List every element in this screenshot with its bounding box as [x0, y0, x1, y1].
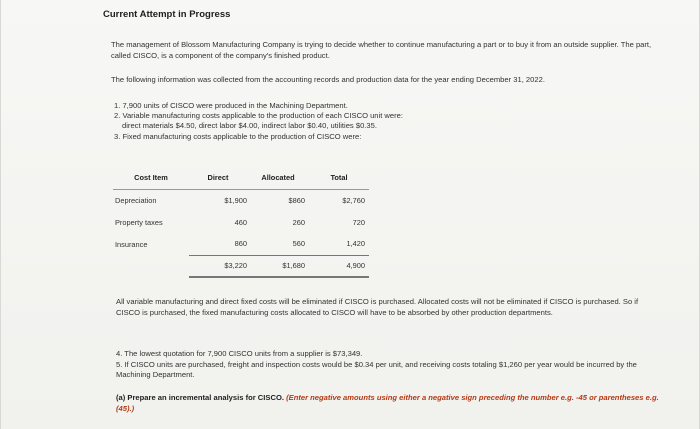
fact-item-3: 3. Fixed manufacturing costs applicable to the production of CISCO were:	[114, 131, 362, 141]
table-total-row	[113, 255, 369, 277]
row-label: Property taxes	[115, 217, 163, 227]
info-paragraph: The following information was collected from the accounting records and production data for the year ending December 31, 2022.	[111, 75, 545, 84]
cell-allocated: 260	[292, 217, 305, 227]
cell-total: 720	[352, 217, 365, 227]
cell-direct: $1,900	[224, 195, 247, 205]
table-header-row	[113, 167, 369, 189]
fact-item-1: 1. 7,900 units of CISCO were produced in the Machining Department.	[114, 101, 348, 110]
cell-direct: 460	[234, 217, 247, 227]
total-allocated: $1,680	[251, 255, 313, 277]
header-direct: Direct	[189, 167, 251, 189]
question-instruction: (Enter negative amounts using either a negative sign preceding the number e.g. -45 or parentheses e.g. (45).)	[116, 393, 659, 413]
table-row	[113, 233, 369, 255]
fact-item-2: 2. Variable manufacturing costs applicable to the production of each CISCO unit were:	[114, 111, 404, 121]
facts-list	[114, 101, 403, 142]
table-row	[113, 189, 369, 211]
page-title: Current Attempt in Progress	[103, 9, 231, 20]
fact-item-2-detail: direct materials $4.50, direct labor $4.00, indirect labor $0.40, utilities $0.35.	[122, 121, 377, 131]
total-direct: $3,220	[189, 255, 251, 277]
elimination-note: All variable manufacturing and direct fixed costs will be eliminated if CISCO is purchased. Allocated costs will not be eliminated if CISCO is purchased. So if CISCO is purchased, the fixed manufacturing costs allocated to CISCO will have to be absorbed by other production departments.	[116, 297, 639, 317]
cell-total: 1,420	[313, 233, 369, 255]
row-label: Insurance	[115, 239, 148, 249]
intro-paragraph: The management of Blossom Manufacturing Company is trying to decide whether to continue manufacturing a part or to buy it from an outside supplier. The part, called CISCO, is a component of the company's finished product.	[111, 40, 652, 60]
row-label: Depreciation	[115, 195, 157, 205]
row-label-empty	[113, 255, 189, 277]
header-cost-item: Cost Item	[113, 167, 189, 189]
supplier-facts	[116, 349, 661, 381]
cell-direct: 860	[189, 233, 251, 255]
cell-total: $2,760	[342, 195, 365, 205]
cell-allocated: $860	[288, 195, 305, 205]
header-allocated: Allocated	[251, 167, 313, 189]
header-total: Total	[313, 167, 369, 189]
cell-allocated: 560	[251, 233, 313, 255]
total-total: 4,900	[313, 255, 369, 277]
question-prompt	[116, 393, 661, 414]
fact-item-5: 5. If CISCO units are purchased, freight and inspection costs would be $0.34 per unit, and receiving costs totaling $1,260 per year would be incurred by the Machining Department.	[116, 359, 637, 379]
table-row	[113, 211, 369, 233]
question-label: (a) Prepare an incremental analysis for CISCO.	[116, 393, 284, 402]
fact-item-4: 4. The lowest quotation for 7,900 CISCO units from a supplier is $73,349.	[116, 349, 363, 358]
fixed-cost-table	[113, 167, 369, 278]
